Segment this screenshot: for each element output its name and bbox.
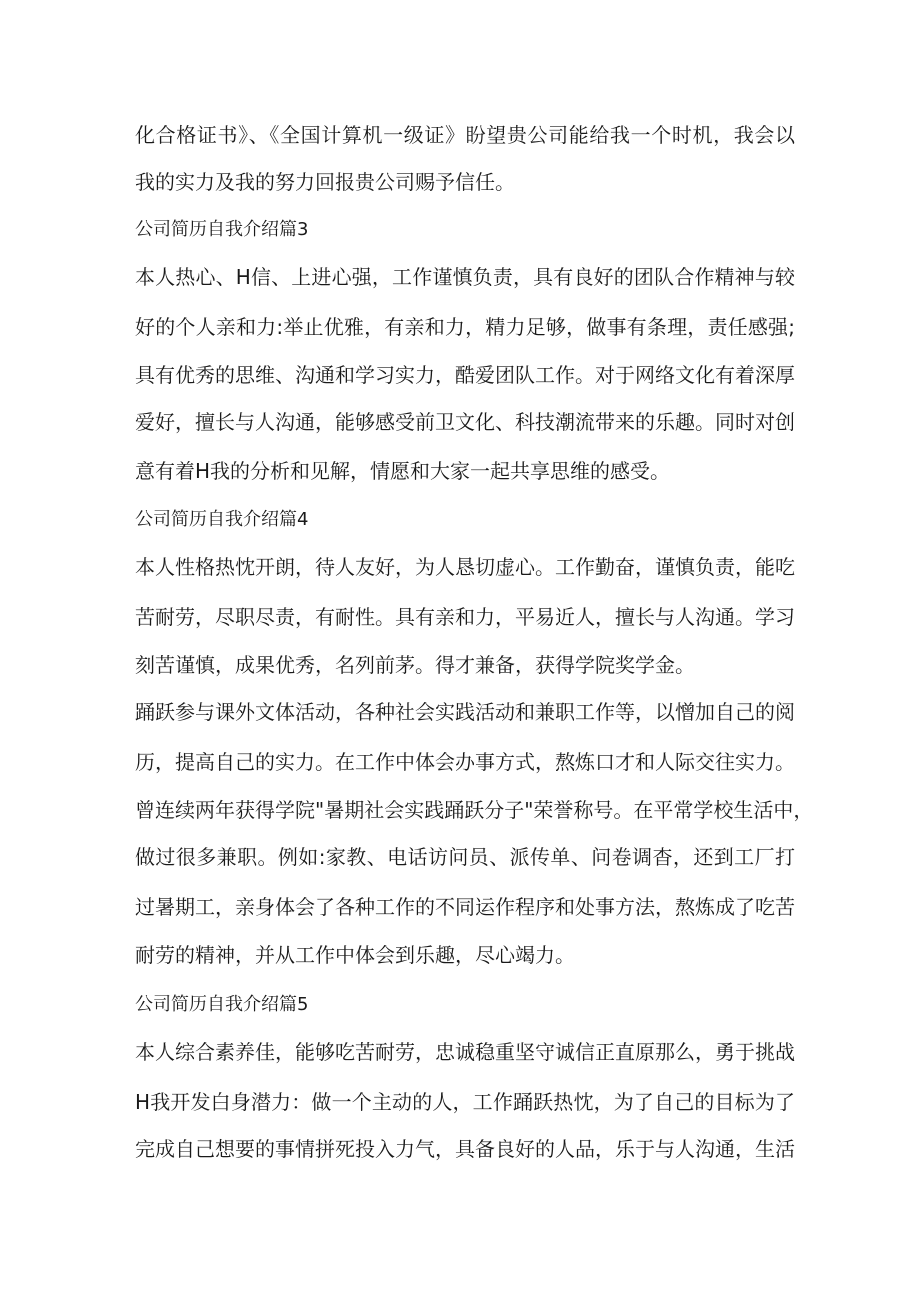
text-line: 化合格证书》、《全国计算机一级证》盼望贵公司能给我一个时机，我会以 — [135, 123, 795, 147]
text-line: 历，提高自己的实力。在工作中体会办事方式，熬炼口才和人际交往实力。 — [135, 750, 795, 774]
text-line: 完成自己想要的事情拼死投入力气，具备良好的人品，乐于与人沟通，生活 — [135, 1137, 795, 1161]
text-line: 爱好，擅长与人沟通，能够感受前卫文化、科技潮流带来的乐趣。同时对创 — [135, 410, 795, 434]
text-line: 踊跃参与课外文体活动，各种社会实践活动和兼职工作等，以憎加自己的阅 — [135, 700, 795, 724]
text-line: 过暑期工，亲身体会了各种工作的不同运作程序和处事方法，熬炼成了吃苦 — [135, 895, 795, 919]
text-line: 我的实力及我的努力回报贵公司赐予信任。 — [135, 170, 515, 194]
section-heading: 公司简历自我介绍篇5 — [135, 994, 309, 1015]
section-heading: 公司简历自我介绍篇4 — [135, 509, 309, 530]
text-line: 曾连续两年获得学院"暑期社会实践踊跃分子"荣誉称号。在平常学校生活中， — [135, 798, 814, 822]
section-heading: 公司简历自我介绍篇3 — [135, 219, 309, 240]
text-line: 做过很多兼职。例如:家教、电话访问员、派传单、问卷调杳，还到工厂打 — [135, 845, 795, 869]
text-line: 苦耐劳，尽职尽责，有耐性。具有亲和力，平易近人，擅长与人沟通。学习 — [135, 605, 795, 629]
text-line: 本人性格热忱开朗，待人友好，为人恳切虚心。工作勤奋，谨慎负责，能吃 — [135, 555, 795, 579]
text-line: 意有着H我的分析和见解，情愿和大家一起共享思维的感受。 — [135, 459, 671, 483]
text-line: 刻苦谨慎，成果优秀，名列前茅。得才兼备，获得学院奖学金。 — [135, 653, 695, 677]
text-line: 本人综合素养佳，能够吃苦耐劳，忠诚稳重坚守诚信正直原那么，勇于挑战 — [135, 1040, 795, 1064]
text-line: 本人热心、H信、上进心强，工作谨慎负责，具有良好的团队合作精神与较 — [135, 265, 795, 289]
text-line: 好的个人亲和力:举止优雅，有亲和力，精力足够，做事有条理，责任感强; — [135, 315, 795, 339]
text-line: H我开发白身潜力：做一个主动的人，工作踊跃热忱，为了自己的目标为了 — [135, 1090, 795, 1114]
text-line: 具有优秀的思维、沟通和学习实力，酷爱团队工作。对于网络文化有着深厚 — [135, 363, 795, 387]
text-line: 耐劳的精神，并从工作中体会到乐趣，尽心竭力。 — [135, 943, 575, 967]
